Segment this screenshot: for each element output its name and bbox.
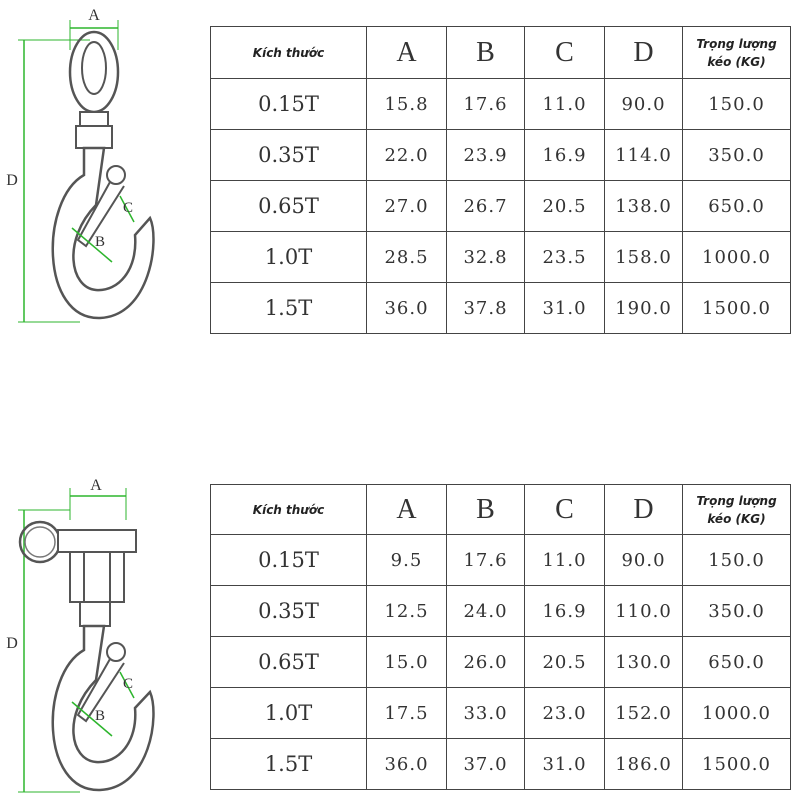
cell-size: 1.0T bbox=[211, 232, 367, 283]
cell-c: 20.5 bbox=[525, 637, 605, 688]
table-row bbox=[211, 637, 791, 688]
cell-a: 28.5 bbox=[367, 232, 447, 283]
cell-c: 23.5 bbox=[525, 232, 605, 283]
header-size: Kích thước bbox=[211, 485, 367, 535]
dim-label-b: B bbox=[94, 708, 106, 724]
cell-size: 0.35T bbox=[211, 130, 367, 181]
header-c: C bbox=[525, 27, 605, 79]
header-weight-line2: kéo (KG) bbox=[707, 54, 766, 69]
table-row bbox=[211, 739, 791, 790]
table-header-row bbox=[211, 27, 791, 79]
cell-weight: 150.0 bbox=[683, 535, 791, 586]
table-row bbox=[211, 586, 791, 637]
cell-d: 186.0 bbox=[605, 739, 683, 790]
header-weight bbox=[683, 27, 791, 79]
cell-weight: 1500.0 bbox=[683, 739, 791, 790]
cell-d: 158.0 bbox=[605, 232, 683, 283]
header-d: D bbox=[605, 485, 683, 535]
dim-label-a: A bbox=[90, 477, 102, 494]
cell-size: 1.0T bbox=[211, 688, 367, 739]
dim-label-b: B bbox=[94, 234, 106, 250]
header-c: C bbox=[525, 485, 605, 535]
cell-c: 16.9 bbox=[525, 586, 605, 637]
cell-a: 15.8 bbox=[367, 79, 447, 130]
cell-size: 0.65T bbox=[211, 181, 367, 232]
cell-weight: 1500.0 bbox=[683, 283, 791, 334]
header-a: A bbox=[367, 485, 447, 535]
header-b: B bbox=[447, 485, 525, 535]
cell-a: 22.0 bbox=[367, 130, 447, 181]
table-row bbox=[211, 79, 791, 130]
cell-b: 32.8 bbox=[447, 232, 525, 283]
header-weight-line1: Trọng lượng bbox=[696, 493, 777, 508]
cell-weight: 1000.0 bbox=[683, 232, 791, 283]
cell-size: 0.65T bbox=[211, 637, 367, 688]
table-row bbox=[211, 535, 791, 586]
cell-c: 20.5 bbox=[525, 181, 605, 232]
swivel-jaw-hook-icon bbox=[0, 470, 200, 800]
swivel-eye-hook-icon bbox=[0, 0, 200, 340]
cell-d: 138.0 bbox=[605, 181, 683, 232]
cell-d: 90.0 bbox=[605, 535, 683, 586]
cell-size: 0.35T bbox=[211, 586, 367, 637]
cell-d: 152.0 bbox=[605, 688, 683, 739]
dim-label-d: D bbox=[6, 635, 18, 652]
header-b: B bbox=[447, 27, 525, 79]
cell-d: 110.0 bbox=[605, 586, 683, 637]
cell-b: 17.6 bbox=[447, 79, 525, 130]
spec-section-jaw-hook bbox=[0, 450, 800, 800]
cell-c: 31.0 bbox=[525, 283, 605, 334]
cell-b: 23.9 bbox=[447, 130, 525, 181]
header-weight bbox=[683, 485, 791, 535]
cell-a: 12.5 bbox=[367, 586, 447, 637]
header-a: A bbox=[367, 27, 447, 79]
dim-label-d: D bbox=[6, 172, 18, 189]
cell-d: 114.0 bbox=[605, 130, 683, 181]
table-row bbox=[211, 283, 791, 334]
table-row bbox=[211, 688, 791, 739]
cell-c: 11.0 bbox=[525, 535, 605, 586]
table-header-row bbox=[211, 485, 791, 535]
cell-b: 26.0 bbox=[447, 637, 525, 688]
spec-table-1 bbox=[210, 26, 791, 334]
cell-a: 17.5 bbox=[367, 688, 447, 739]
cell-b: 17.6 bbox=[447, 535, 525, 586]
cell-weight: 650.0 bbox=[683, 637, 791, 688]
cell-b: 37.0 bbox=[447, 739, 525, 790]
header-weight-line2: kéo (KG) bbox=[707, 511, 766, 526]
table-row bbox=[211, 181, 791, 232]
table-row bbox=[211, 130, 791, 181]
cell-weight: 1000.0 bbox=[683, 688, 791, 739]
cell-weight: 150.0 bbox=[683, 79, 791, 130]
cell-size: 1.5T bbox=[211, 739, 367, 790]
cell-b: 24.0 bbox=[447, 586, 525, 637]
cell-c: 11.0 bbox=[525, 79, 605, 130]
cell-c: 23.0 bbox=[525, 688, 605, 739]
cell-a: 9.5 bbox=[367, 535, 447, 586]
cell-size: 1.5T bbox=[211, 283, 367, 334]
cell-d: 90.0 bbox=[605, 79, 683, 130]
cell-b: 37.8 bbox=[447, 283, 525, 334]
cell-a: 27.0 bbox=[367, 181, 447, 232]
spec-table-2 bbox=[210, 484, 791, 790]
cell-a: 36.0 bbox=[367, 739, 447, 790]
header-size: Kích thước bbox=[211, 27, 367, 79]
cell-d: 190.0 bbox=[605, 283, 683, 334]
cell-a: 15.0 bbox=[367, 637, 447, 688]
cell-weight: 350.0 bbox=[683, 130, 791, 181]
dim-label-a: A bbox=[88, 7, 100, 24]
cell-d: 130.0 bbox=[605, 637, 683, 688]
cell-b: 26.7 bbox=[447, 181, 525, 232]
cell-c: 31.0 bbox=[525, 739, 605, 790]
cell-c: 16.9 bbox=[525, 130, 605, 181]
cell-size: 0.15T bbox=[211, 79, 367, 130]
dim-label-c: C bbox=[122, 200, 134, 216]
cell-b: 33.0 bbox=[447, 688, 525, 739]
dim-label-c: C bbox=[122, 676, 134, 692]
cell-size: 0.15T bbox=[211, 535, 367, 586]
header-d: D bbox=[605, 27, 683, 79]
table-row bbox=[211, 232, 791, 283]
cell-a: 36.0 bbox=[367, 283, 447, 334]
cell-weight: 650.0 bbox=[683, 181, 791, 232]
header-weight-line1: Trọng lượng bbox=[696, 36, 777, 51]
cell-weight: 350.0 bbox=[683, 586, 791, 637]
